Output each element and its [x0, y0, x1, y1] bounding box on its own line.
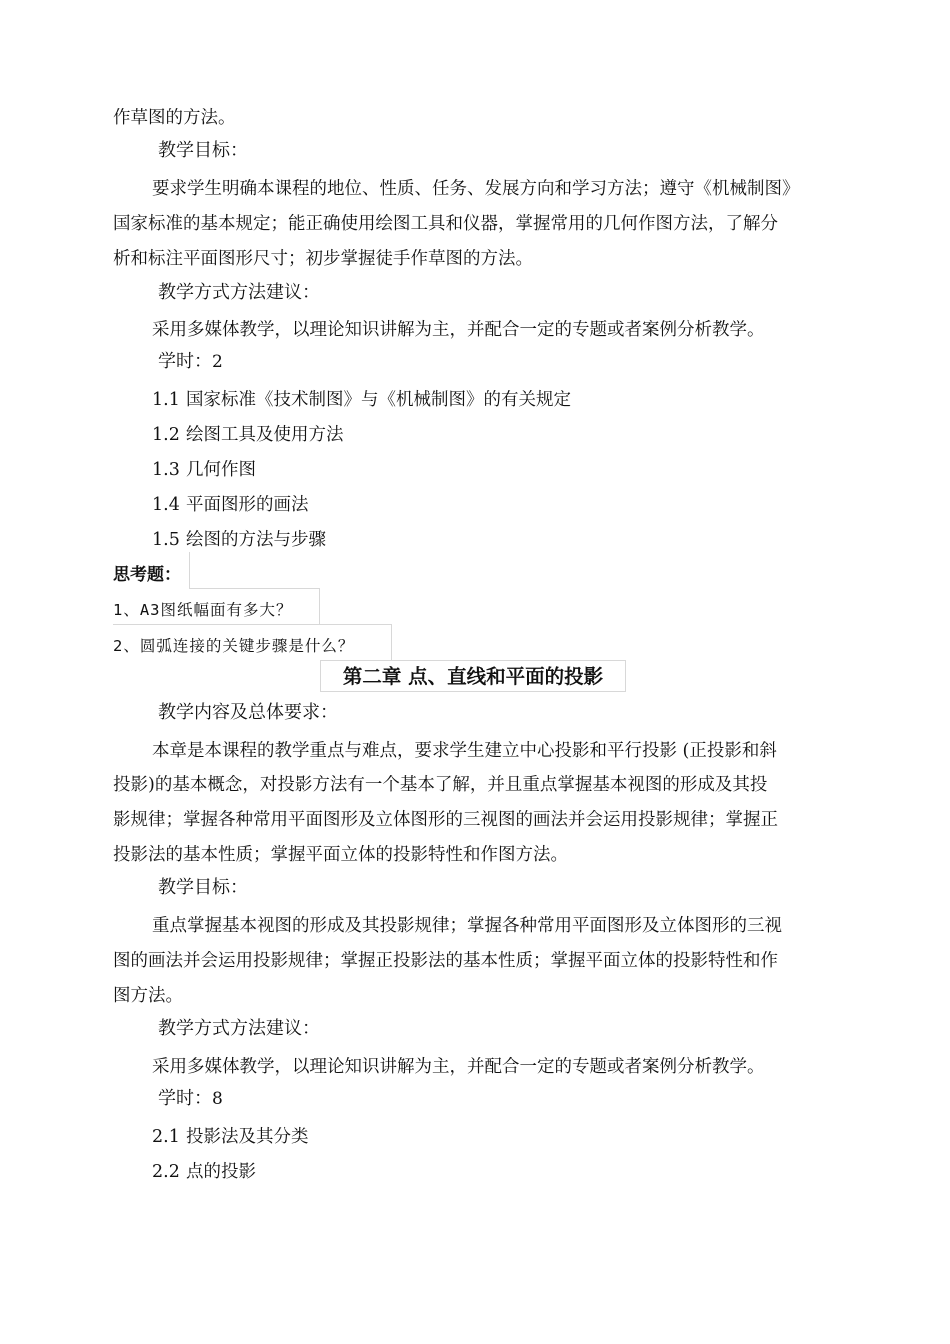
topic-text: 点的投影 [186, 1162, 256, 1182]
topic-text: 绘图的方法与步骤 [186, 530, 326, 550]
hours-value: 8 [212, 1089, 223, 1109]
topic-number: 2.2 [152, 1162, 180, 1182]
method-heading: 教学方式方法建议： [158, 1018, 320, 1039]
topic-item [152, 1160, 256, 1184]
table-border [319, 588, 320, 624]
topic-number: 1.3 [152, 460, 180, 480]
topic-number: 1.5 [152, 530, 180, 550]
goal-text-line: 要求学生明确本课程的地位、性质、任务、发展方向和学习方法；遵守《机械制图》 [152, 179, 800, 199]
table-border [113, 624, 391, 625]
content-text-line: 影规律；掌握各种常用平面图形及立体图形的三视图的画法并会运用投影规律；掌握正 [113, 810, 778, 830]
topic-item [152, 458, 256, 482]
content-text-line: 投影)的基本概念，对投影方法有一个基本了解，并且重点掌握基本视图的形成及其投 [113, 775, 768, 795]
content-text-line: 本章是本课程的教学重点与难点，要求学生建立中心投影和平行投影 (正投影和斜 [152, 741, 777, 761]
topic-number: 1.2 [152, 425, 180, 445]
topic-item [152, 493, 309, 517]
topic-text: 几何作图 [186, 460, 256, 480]
topic-item [152, 388, 571, 412]
continued-line: 作草图的方法。 [113, 108, 236, 128]
hours-line [158, 1087, 223, 1111]
goal-heading: 教学目标： [158, 877, 248, 898]
goal-text-line: 析和标注平面图形尺寸；初步掌握徒手作草图的方法。 [113, 249, 533, 269]
topic-text: 投影法及其分类 [186, 1127, 309, 1147]
content-heading: 教学内容及总体要求： [158, 702, 338, 723]
goal-text-line: 重点掌握基本视图的形成及其投影规律；掌握各种常用平面图形及立体图形的三视 [152, 916, 782, 936]
goal-heading: 教学目标： [158, 140, 248, 161]
method-text: 采用多媒体教学，以理论知识讲解为主，并配合一定的专题或者案例分析教学。 [152, 1057, 765, 1077]
topic-text: 平面图形的画法 [186, 495, 309, 515]
question-item: 1、A3图纸幅面有多大？ [113, 601, 293, 619]
topic-text: 国家标准《技术制图》与《机械制图》的有关规定 [186, 390, 571, 410]
hours-label: 学时： [158, 1088, 212, 1109]
hours-line [158, 350, 223, 374]
questions-heading: 思考题： [113, 565, 181, 585]
table-border [391, 624, 392, 660]
goal-text-line: 图的画法并会运用投影规律；掌握正投影法的基本性质；掌握平面立体的投影特性和作 [113, 951, 778, 971]
chapter-title: 第二章 点、直线和平面的投影 [320, 660, 626, 692]
table-border [189, 552, 190, 588]
method-heading: 教学方式方法建议： [158, 282, 320, 303]
method-text: 采用多媒体教学，以理论知识讲解为主，并配合一定的专题或者案例分析教学。 [152, 320, 765, 340]
goal-text-line: 图方法。 [113, 986, 183, 1006]
table-border [189, 588, 319, 589]
topic-number: 1.4 [152, 495, 180, 515]
hours-value: 2 [212, 352, 223, 372]
topic-number: 2.1 [152, 1127, 180, 1147]
topic-item [152, 423, 344, 447]
content-text-line: 投影法的基本性质；掌握平面立体的投影特性和作图方法。 [113, 845, 568, 865]
topic-text: 绘图工具及使用方法 [186, 425, 344, 445]
topic-number: 1.1 [152, 390, 180, 410]
goal-text-line: 国家标准的基本规定；能正确使用绘图工具和仪器，掌握常用的几何作图方法，了解分 [113, 214, 778, 234]
hours-label: 学时： [158, 351, 212, 372]
question-item: 2、圆弧连接的关键步骤是什么？ [113, 637, 355, 655]
topic-item [152, 1125, 309, 1149]
topic-item [152, 528, 326, 552]
